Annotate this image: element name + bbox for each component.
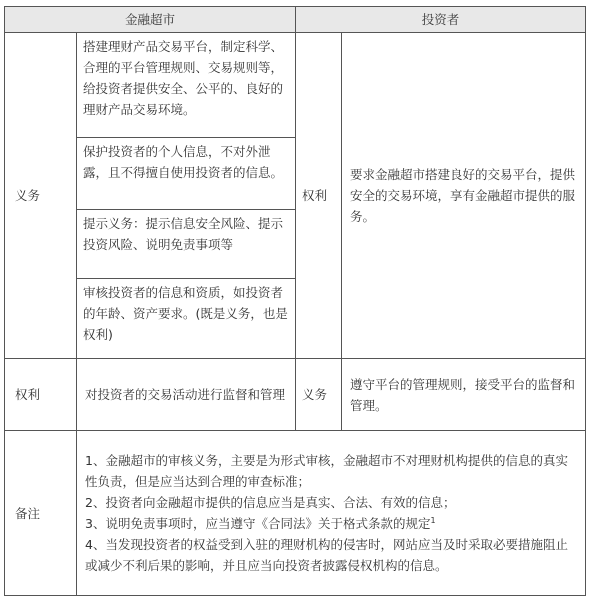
market-right-label: 权利 — [5, 359, 77, 431]
list-item — [77, 33, 295, 138]
market-right-text: 对投资者的交易活动进行监督和管理 — [77, 359, 296, 431]
note-line-1: 1、金融超市的审核义务，主要是为形式审核，金融超市不对理财机构提供的信息的真实性负责，但是应当达到合理的审查标准； — [85, 453, 568, 489]
list-item — [77, 210, 295, 279]
investor-right-label: 权利 — [296, 33, 342, 359]
header-market: 金融超市 — [5, 7, 296, 33]
market-obligation-item-3: 提示义务：提示信息安全风险、提示投资风险、说明免责事项等 — [77, 210, 295, 279]
list-item — [77, 138, 295, 210]
notes-row — [5, 431, 586, 596]
investor-obligation-label: 义务 — [296, 359, 342, 431]
notes-label: 备注 — [5, 431, 77, 596]
note-line-2: 2、投资者向金融超市提供的信息应当是真实、合法、有效的信息； — [85, 495, 456, 510]
rights-obligations-table — [4, 6, 586, 596]
header-row — [5, 7, 586, 33]
market-obligation-item-1: 搭建理财产品交易平台，制定科学、合理的平台管理规则、交易规则等，给投资者提供安全、公平的、良好的理财产品交易环境。 — [77, 33, 295, 138]
market-obligation-list — [77, 33, 295, 349]
list-item — [77, 279, 295, 350]
header-investor: 投资者 — [296, 7, 586, 33]
obligation-row — [5, 33, 586, 359]
market-obligation-items — [77, 33, 296, 359]
investor-right-text: 要求金融超市搭建良好的交易平台，提供安全的交易环境，享有金融超市提供的服务。 — [342, 33, 586, 359]
right-row — [5, 359, 586, 431]
note-line-3-text: 3、说明免责事项时，应当遵守《合同法》关于格式条款的规定 — [85, 516, 431, 531]
note-line-4: 4、当发现投资者的权益受到入驻的理财机构的侵害时，网站应当及时采取必要措施阻止或减少不利后果的影响，并且应当向投资者披露侵权机构的信息。 — [85, 537, 568, 573]
notes-content — [77, 431, 586, 596]
market-obligation-item-2: 保护投资者的个人信息，不对外泄露，且不得擅自使用投资者的信息。 — [77, 138, 295, 210]
market-obligation-label: 义务 — [5, 33, 77, 359]
footnote-mark: 1 — [430, 515, 436, 525]
market-obligation-item-4: 审核投资者的信息和资质，如投资者的年龄、资产要求。(既是义务，也是权利) — [83, 285, 288, 342]
investor-obligation-text: 遵守平台的管理规则，接受平台的监督和管理。 — [342, 359, 586, 431]
note-line-3 — [85, 513, 577, 534]
